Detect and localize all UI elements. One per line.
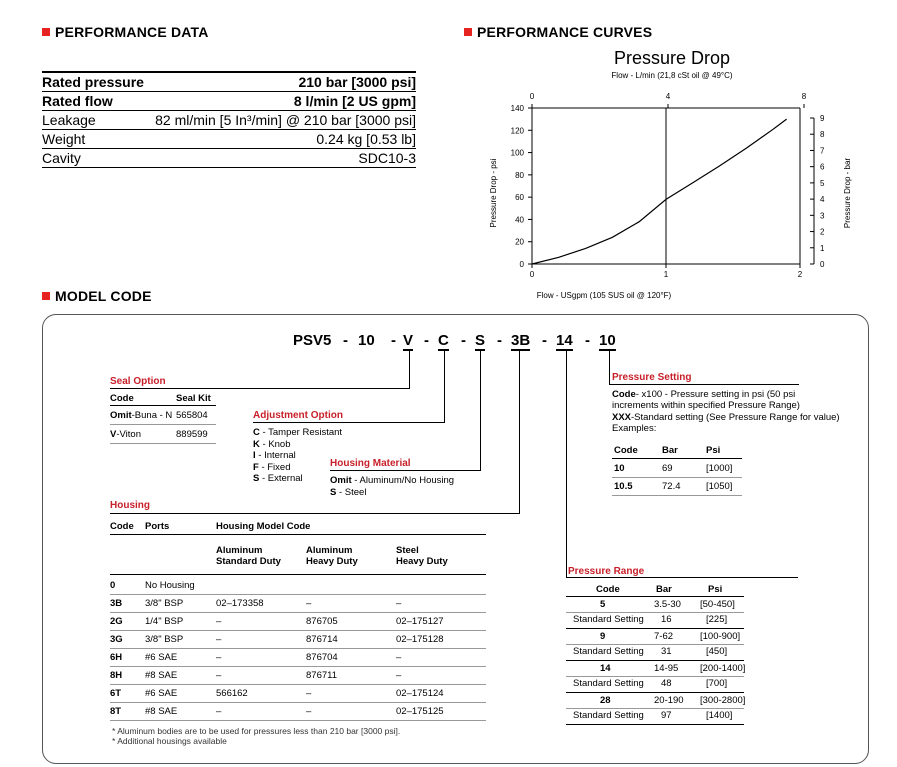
housing-material-title: Housing Material	[330, 458, 411, 469]
connector-10	[609, 350, 610, 385]
seal-header-kit: Seal Kit	[176, 393, 211, 404]
seal-code: V	[110, 429, 117, 440]
housing-cell: –	[306, 688, 312, 699]
ps-text: Examples:	[612, 423, 657, 435]
chart-y-tick-label: 60	[515, 193, 524, 203]
pr-row-rule	[566, 724, 744, 725]
chart-series-line	[532, 119, 787, 264]
model-code-segment: -	[424, 332, 429, 349]
housing-note: * Aluminum bodies are to be used for pressures less than 210 bar [3000 psi].	[112, 726, 401, 736]
adjustment-code: F	[253, 461, 259, 473]
housing-cell: 8T	[110, 706, 122, 717]
red-square-icon	[464, 28, 472, 36]
ps-row-rule	[612, 477, 742, 478]
pr-bar: 7-62	[654, 631, 674, 642]
connector-c-h	[253, 422, 445, 423]
model-code-segment: C	[438, 332, 449, 349]
housing-cell: –	[216, 670, 222, 681]
pr-std-bar: 16	[661, 614, 672, 625]
model-code-segment: -	[461, 332, 466, 349]
housing-material-desc: - Steel	[336, 486, 367, 498]
chart-y-tick-label: 120	[510, 126, 524, 136]
adjustment-option-item	[253, 473, 342, 485]
adjustment-desc: - Fixed	[258, 461, 291, 473]
housing-cell: 2G	[110, 616, 123, 627]
chart-right-tick-label: 9	[820, 114, 825, 123]
pr-row-rule-mid	[566, 612, 744, 613]
chart-x-tick-label: 1	[663, 270, 669, 279]
housing-cell: No Housing	[145, 580, 195, 591]
pr-std-psi: [225]	[706, 614, 728, 625]
adjustment-desc: - Knob	[259, 438, 291, 450]
pr-bar: 3.5-30	[654, 599, 681, 610]
chart-right-tick-label: 6	[820, 162, 825, 172]
housing-cell: –	[396, 598, 402, 609]
pressure-setting-title: Pressure Setting	[612, 372, 692, 383]
housing-note: * Additional housings available	[112, 736, 227, 746]
perf-label: Cavity	[42, 150, 81, 166]
housing-row-rule	[110, 720, 486, 721]
housing-material-item	[330, 475, 454, 487]
chart-right-tick-label: 8	[820, 130, 825, 140]
pr-row-rule	[566, 628, 744, 629]
adjustment-option-title: Adjustment Option	[253, 410, 343, 421]
housing-cell: 876711	[306, 670, 337, 681]
model-code-segment: -	[542, 332, 547, 349]
chart-right-tick-label: 7	[820, 146, 825, 156]
housing-cell: –	[216, 706, 222, 717]
housing-cell: 02–175127	[396, 616, 444, 627]
ps-header-rule	[612, 458, 742, 459]
perf-row-rated-pressure	[42, 73, 416, 92]
pr-std-psi: [700]	[706, 678, 728, 689]
pr-row-rule	[566, 692, 744, 693]
adjustment-code: S	[253, 473, 260, 485]
housing-cell: –	[306, 598, 312, 609]
housing-cell: –	[396, 652, 402, 663]
adjustment-desc: - Internal	[255, 450, 296, 462]
perf-label: Leakage	[42, 112, 96, 128]
housing-cell: 3/8" BSP	[145, 598, 184, 609]
housing-row-rule	[110, 648, 486, 649]
perf-value: SDC10-3	[358, 150, 416, 166]
housing-cell: 876704	[306, 652, 338, 663]
adjustment-code: I	[253, 450, 256, 462]
pr-row-rule-mid	[566, 644, 744, 645]
housing-cell: #8 SAE	[145, 706, 178, 717]
adjustment-option-item	[253, 462, 342, 474]
connector-c	[444, 350, 445, 423]
chart-title: Pressure Drop	[613, 48, 731, 68]
section-title-text: MODEL CODE	[55, 288, 152, 304]
ps-header-code: Code	[614, 445, 638, 456]
ps-cell: 69	[662, 463, 673, 474]
adjustment-desc: - External	[259, 473, 303, 485]
housing-cell: 3B	[110, 598, 123, 609]
adjustment-option-list	[253, 427, 342, 485]
housing-subheader-al-heavy: Aluminum Heavy Duty	[306, 545, 358, 567]
housing-material-code: Omit	[330, 475, 352, 486]
chart-right-tick-label: 0	[820, 260, 825, 269]
seal-option-title: Seal Option	[110, 376, 166, 387]
housing-material-desc: - Aluminum/No Housing	[351, 475, 455, 486]
pr-std-label: Standard Setting	[573, 710, 644, 721]
ps-cell: 72.4	[662, 481, 681, 492]
housing-material-item	[330, 487, 454, 499]
pr-std-label: Standard Setting	[573, 614, 644, 625]
chart-y-tick-label: 80	[515, 170, 524, 180]
housing-cell: 02–175124	[396, 688, 444, 699]
housing-cell: 02–175125	[396, 706, 444, 717]
chart-right-tick-label: 1	[820, 243, 825, 253]
section-title-performance-curves	[464, 24, 652, 40]
housing-cell: 3G	[110, 634, 123, 645]
housing-cell: #6 SAE	[145, 652, 178, 663]
chart-y-tick-label: 0	[519, 260, 524, 269]
chart-y-axis-label: Pressure Drop - psi	[489, 158, 498, 228]
pr-code: 5	[600, 599, 606, 610]
chart-top-axis-label: Flow - L/min (21,8 cSt oil @ 49°C)	[611, 71, 733, 80]
housing-row-rule	[110, 612, 486, 613]
housing-cell: –	[396, 670, 402, 681]
housing-cell: 02–173358	[216, 598, 264, 609]
model-code-segment: 10	[599, 332, 616, 349]
chart-top-tick-label: 4	[665, 92, 671, 101]
pr-bar: 20-190	[654, 695, 684, 706]
ps-header-psi: Psi	[706, 445, 721, 456]
perf-label: Rated flow	[42, 93, 113, 109]
housing-cell: –	[216, 616, 222, 627]
section-title-text: PERFORMANCE CURVES	[477, 24, 653, 40]
housing-cell: 876714	[306, 634, 338, 645]
seal-row-rule	[110, 424, 216, 425]
housing-row-rule	[110, 666, 486, 667]
pr-psi: [200-1400]	[700, 663, 746, 674]
seal-header-code: Code	[110, 393, 134, 404]
ps-cell: [1050]	[706, 481, 733, 492]
connector-v	[409, 350, 410, 389]
seal-row-code	[110, 429, 141, 440]
red-square-icon	[42, 292, 50, 300]
connector-v-h	[110, 388, 410, 389]
seal-desc: -Viton	[116, 429, 141, 440]
housing-header-rule	[110, 534, 486, 535]
adjustment-option-item	[253, 427, 342, 439]
pr-psi: [100-900]	[700, 631, 741, 642]
adjustment-code: K	[253, 438, 260, 450]
housing-cell: #6 SAE	[145, 688, 178, 699]
adjustment-desc: - Tamper Resistant	[259, 427, 343, 438]
pr-bar: 14-95	[654, 663, 679, 674]
housing-cell: –	[216, 634, 222, 645]
ps-cell: 10	[614, 463, 625, 474]
pr-row-rule	[566, 660, 744, 661]
housing-cell: 8H	[110, 670, 123, 681]
chart-right-tick-label: 2	[820, 227, 825, 237]
chart-top-tick-label: 8	[801, 92, 807, 101]
housing-cell: –	[216, 652, 222, 663]
section-title-model-code	[42, 288, 152, 304]
pr-psi: [50-450]	[700, 599, 735, 610]
housing-cell: 02–175128	[396, 634, 444, 645]
housing-header-ports: Ports	[145, 521, 170, 532]
pressure-range-title: Pressure Range	[568, 566, 645, 577]
red-square-icon	[42, 28, 50, 36]
seal-desc: -Buna - N	[131, 410, 173, 421]
pr-std-label: Standard Setting	[573, 646, 644, 657]
housing-row-rule	[110, 630, 486, 631]
pr-std-label: Standard Setting	[573, 678, 644, 689]
housing-cell: #8 SAE	[145, 670, 178, 681]
model-code-segment: -	[391, 332, 396, 349]
perf-row-rated-flow	[42, 92, 416, 111]
adjustment-option-item	[253, 439, 342, 451]
perf-value: 210 bar [3000 psi]	[298, 74, 416, 90]
ps-code-word: XXX	[612, 411, 632, 423]
pr-code: 9	[600, 631, 606, 642]
model-code-segment: 3B	[511, 332, 531, 349]
model-code-segment: -	[585, 332, 590, 349]
pr-code: 14	[600, 663, 611, 674]
chart-top-tick-label: 0	[529, 92, 535, 101]
housing-cell: –	[306, 706, 312, 717]
adjustment-option-item	[253, 450, 342, 462]
chart-y-tick-label: 140	[510, 104, 524, 113]
seal-kit: 565804	[176, 410, 208, 421]
ps-code-word: Code	[612, 389, 636, 400]
pr-header-code: Code	[596, 584, 620, 595]
model-code-segment: 14	[556, 332, 573, 349]
connector-s-h	[330, 470, 481, 471]
ps-text: - x100 - Pressure setting in psi (50 psi	[635, 389, 796, 400]
perf-row-cavity	[42, 149, 416, 168]
chart-x-axis-label: Flow - USgpm (105 SUS oil @ 120°F)	[536, 291, 672, 300]
chart-right-tick-label: 5	[820, 178, 825, 188]
perf-row-leakage	[42, 111, 416, 130]
seal-row-code	[110, 410, 172, 421]
model-code-segment: 10	[358, 332, 375, 349]
model-code-segment: PSV5	[293, 332, 332, 349]
housing-row-rule	[110, 684, 486, 685]
seal-code: Omit	[110, 410, 132, 421]
pr-std-bar: 48	[661, 678, 672, 689]
connector-3b-h	[110, 513, 520, 514]
housing-title: Housing	[110, 500, 150, 511]
model-code-segment: V	[403, 332, 414, 349]
connector-14	[566, 350, 567, 578]
ps-cell: [1000]	[706, 463, 733, 474]
housing-subheader-steel-heavy: Steel Heavy Duty	[396, 545, 448, 567]
pr-std-psi: [450]	[706, 646, 728, 657]
pr-code: 28	[600, 695, 611, 706]
ps-row-rule	[612, 495, 742, 496]
housing-cell: 566162	[216, 688, 248, 699]
ps-text: -Standard setting (See Pressure Range for value)	[631, 411, 840, 423]
chart-x-tick-label: 0	[529, 270, 535, 279]
housing-cell: 6T	[110, 688, 122, 699]
chart-y-tick-label: 40	[515, 215, 524, 225]
model-code-segment: S	[475, 332, 486, 349]
housing-cell: 0	[110, 580, 116, 591]
connector-14-h	[566, 577, 798, 578]
pr-header-rule	[566, 596, 744, 597]
pr-header-psi: Psi	[708, 584, 723, 595]
chart-right-tick-label: 3	[820, 211, 825, 221]
connector-s	[480, 350, 481, 471]
perf-value: 8 l/min [2 US gpm]	[293, 93, 416, 109]
chart-y-tick-label: 20	[515, 237, 524, 247]
adjustment-code: C	[253, 427, 260, 438]
section-title-text: PERFORMANCE DATA	[55, 24, 209, 40]
housing-header-model-code: Housing Model Code	[216, 521, 311, 532]
connector-10-h	[609, 384, 799, 385]
model-code-segment: -	[343, 332, 348, 349]
housing-notes	[112, 726, 400, 746]
pr-header-bar: Bar	[656, 584, 672, 595]
chart-x-tick-label: 2	[797, 270, 803, 279]
housing-material-list	[330, 475, 454, 498]
ps-cell: 10.5	[614, 481, 633, 492]
ps-header-bar: Bar	[662, 445, 678, 456]
perf-label: Weight	[42, 131, 86, 147]
housing-row-rule	[110, 702, 486, 703]
pr-row-rule-mid	[566, 708, 744, 709]
housing-cell: 6H	[110, 652, 123, 663]
housing-row-rule	[110, 594, 486, 595]
seal-header-rule	[110, 405, 216, 406]
pressure-setting-desc	[612, 389, 840, 435]
housing-cell: 3/8" BSP	[145, 634, 184, 645]
perf-row-weight	[42, 130, 416, 149]
housing-cell: 1/4" BSP	[145, 616, 184, 627]
pr-psi: [300-2800]	[700, 695, 746, 706]
perf-value: 0.24 kg [0.53 lb]	[316, 131, 416, 147]
seal-row-rule	[110, 443, 216, 444]
pr-std-bar: 97	[661, 710, 672, 721]
housing-subheader-al-std: Aluminum Standard Duty	[216, 545, 281, 567]
pr-std-bar: 31	[661, 646, 672, 657]
housing-material-code: S	[330, 486, 337, 498]
housing-header-code: Code	[110, 521, 134, 532]
housing-subheader-rule	[110, 574, 486, 575]
pr-row-rule-mid	[566, 676, 744, 677]
pressure-drop-chart	[470, 40, 880, 302]
connector-3b	[519, 350, 520, 514]
model-code-segment: -	[497, 332, 502, 349]
seal-kit: 889599	[176, 429, 208, 440]
ps-text: increments within specified Pressure Range)	[612, 400, 800, 412]
pr-std-psi: [1400]	[706, 710, 733, 721]
chart-right-axis-label: Pressure Drop - bar	[843, 157, 852, 229]
chart-y-tick-label: 100	[510, 148, 524, 158]
perf-value: 82 ml/min [5 In³/min] @ 210 bar [3000 psi]	[155, 112, 416, 128]
perf-label: Rated pressure	[42, 74, 144, 90]
section-title-performance-data	[42, 24, 209, 40]
chart-right-tick-label: 4	[820, 195, 825, 205]
housing-cell: 876705	[306, 616, 338, 627]
